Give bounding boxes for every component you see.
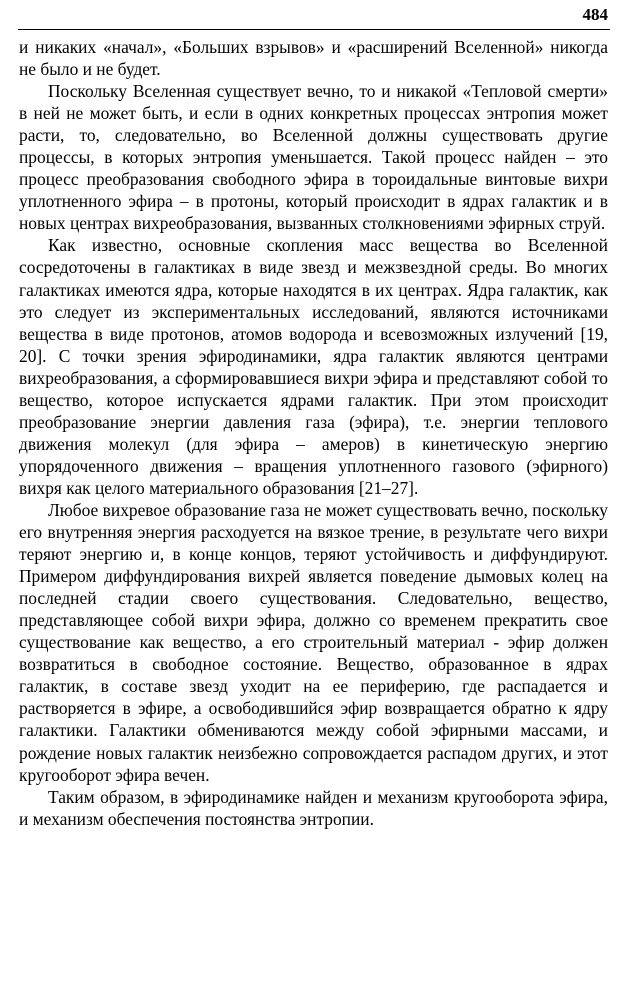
- page-number: 484: [582, 5, 608, 24]
- paragraph-conclusion: Таким образом, в эфиродинамике найден и механизм кругооборота эфира, и механизм обеспечения постоянства энтропии.: [19, 786, 608, 829]
- paragraph-galactic-nuclei: Как известно, основные скопления масс вещества во Вселенной сосредоточены в галактиках в виде звезд и межзвездной среды. Во многих галактиках имеются ядра, которые находятся в их центрах. Ядра галактик, как это следует из экспериментальных исследований, являются источниками вещества в виде протонов, атомов водорода и всевозможных излучений [19, 20]. С точки зрения эфиродинамики, ядра галактик являются центрами вихреобразования, а сформировавшиеся вихри эфира и представляют собой то вещество, которое испускается ядрами галактик. При этом происходит преобразование энергии давления газа (эфира), т.е. энергии теплового движения молекул (для эфира – амеров) в кинетическую энергию упорядоченного движения – вращения уплотненного газового (эфирного) вихря как целого материального образования [21–27].: [19, 235, 608, 498]
- paragraph-continuation: и никаких «начал», «Больших взрывов» и «расширений Вселенной» никогда не было и не будет.: [19, 37, 608, 80]
- header-rule: [18, 29, 610, 30]
- body-text: [19, 36, 608, 830]
- paragraph-vortex-decay: Любое вихревое образование газа не может существовать вечно, поскольку его внутренняя энергия расходуется на вязкое трение, в результате чего вихри теряют энергию и, в конце концов, теряют устойчивость и диффундируют. Примером диффундирования вихрей является поведение дымовых колец на последней стадии своего существования. Следовательно, вещество, представляющее собой вихри эфира, должно со временем прекратить свое существование как вещество, а его строительный материал - эфир должен возвратиться в свободное состояние. Вещество, образованное в ядрах галактик, в составе звезд уходит на ее периферию, где распадается и растворяется в эфире, а освободившийся эфир возвращается обратно к ядру галактики. Галактики обмениваются между собой эфирными массами, и рождение новых галактик неизбежно сопровождается распадом других, и этот кругооборот эфира вечен.: [19, 499, 608, 785]
- paragraph-heat-death: Поскольку Вселенная существует вечно, то и никакой «Тепловой смерти» в ней не может быть, и если в одних конкретных процессах энтропия может расти, то, следовательно, во Вселенной должны существовать другие процессы, в которых энтропия уменьшается. Такой процесс найден – это процесс преобразования свободного эфира в тороидальные винтовые вихри уплотненного эфира – в протоны, который происходит в ядрах галактик и в новых центрах вихреобразования, вызванных столкновениями эфирных струй.: [19, 81, 608, 234]
